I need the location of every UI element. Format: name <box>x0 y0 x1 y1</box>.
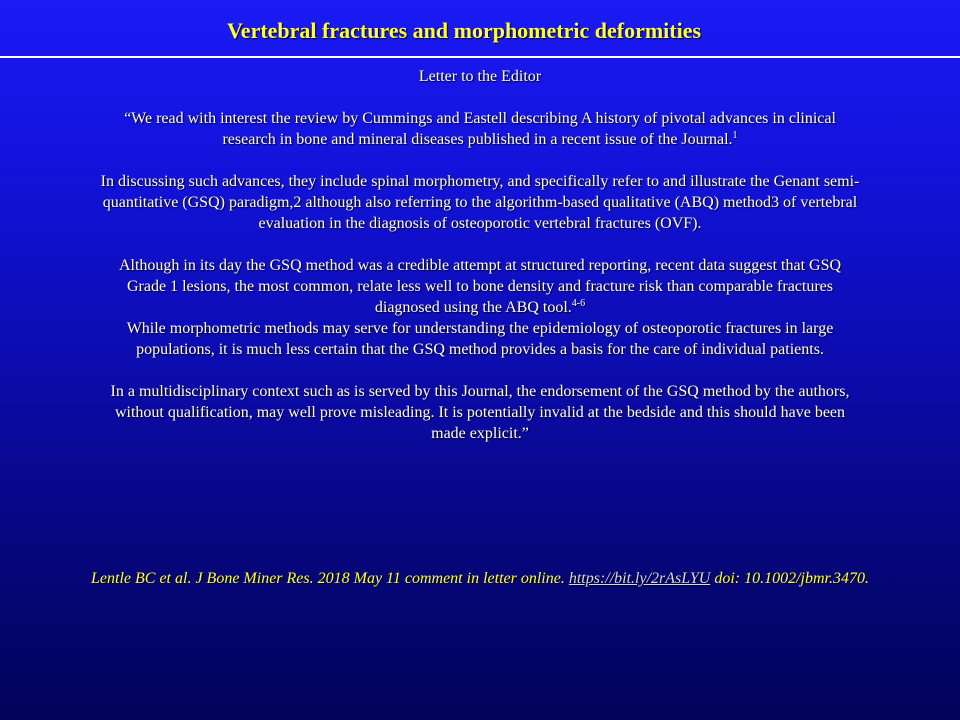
letter-paragraph-2: In discussing such advances, they include spinal morphometry, and specifically refer to and illustrate the Genant semi-quantitative (GSQ) paradigm,2 although also referring to the algorithm-based qualitative (ABQ) method3 of vertebral evaluation in the diagnosis of osteoporotic vertebral fractures (OVF). <box>100 173 860 232</box>
reference-superscript-4-6: 4-6 <box>571 298 586 309</box>
paragraph-1-text: “We read with interest the review by Cummings and Eastell describing A history of pivotal advances in clinical research in bone and mineral diseases published in a recent issue of the Journal. <box>124 110 836 148</box>
paragraph-spacer <box>100 234 860 255</box>
citation-prefix: Lentle BC et al. J Bone Miner Res. 2018 May 11 comment in letter online. <box>91 570 569 587</box>
citation <box>0 570 960 588</box>
slide-title: Vertebral fractures and morphometric deformities <box>226 18 702 43</box>
letter-paragraph-1 <box>100 108 860 150</box>
citation-link[interactable]: https://bit.ly/2rAsLYU <box>568 570 711 587</box>
letter-heading: Letter to the Editor <box>418 68 542 85</box>
paragraph-spacer <box>100 360 860 381</box>
paragraph-spacer <box>100 150 860 171</box>
reference-superscript-1: 1 <box>732 130 738 141</box>
paragraph-spacer <box>100 87 860 108</box>
letter-paragraph-4: While morphometric methods may serve for understanding the epidemiology of osteoporotic fractures in large populations, it is much less certain that the GSQ method provides a basis for the care of individual patients. <box>126 320 834 358</box>
title-divider <box>0 56 960 58</box>
letter-paragraph-5: In a multidisciplinary context such as is served by this Journal, the endorsement of the GSQ method by the authors, without qualification, may well prove misleading. It is potentially invalid at the bedside and this should have been made explicit.” <box>110 383 850 442</box>
letter-paragraph-3 <box>100 255 860 318</box>
letter-body <box>100 66 860 444</box>
citation-doi: doi: 10.1002/jbmr.3470. <box>710 570 869 587</box>
paragraph-3-text: Although in its day the GSQ method was a credible attempt at structured reporting, recent data suggest that GSQ Grade 1 lesions, the most common, relate less well to bone density and fracture risk than comparable fractures diagnosed using the ABQ tool. <box>118 257 842 316</box>
